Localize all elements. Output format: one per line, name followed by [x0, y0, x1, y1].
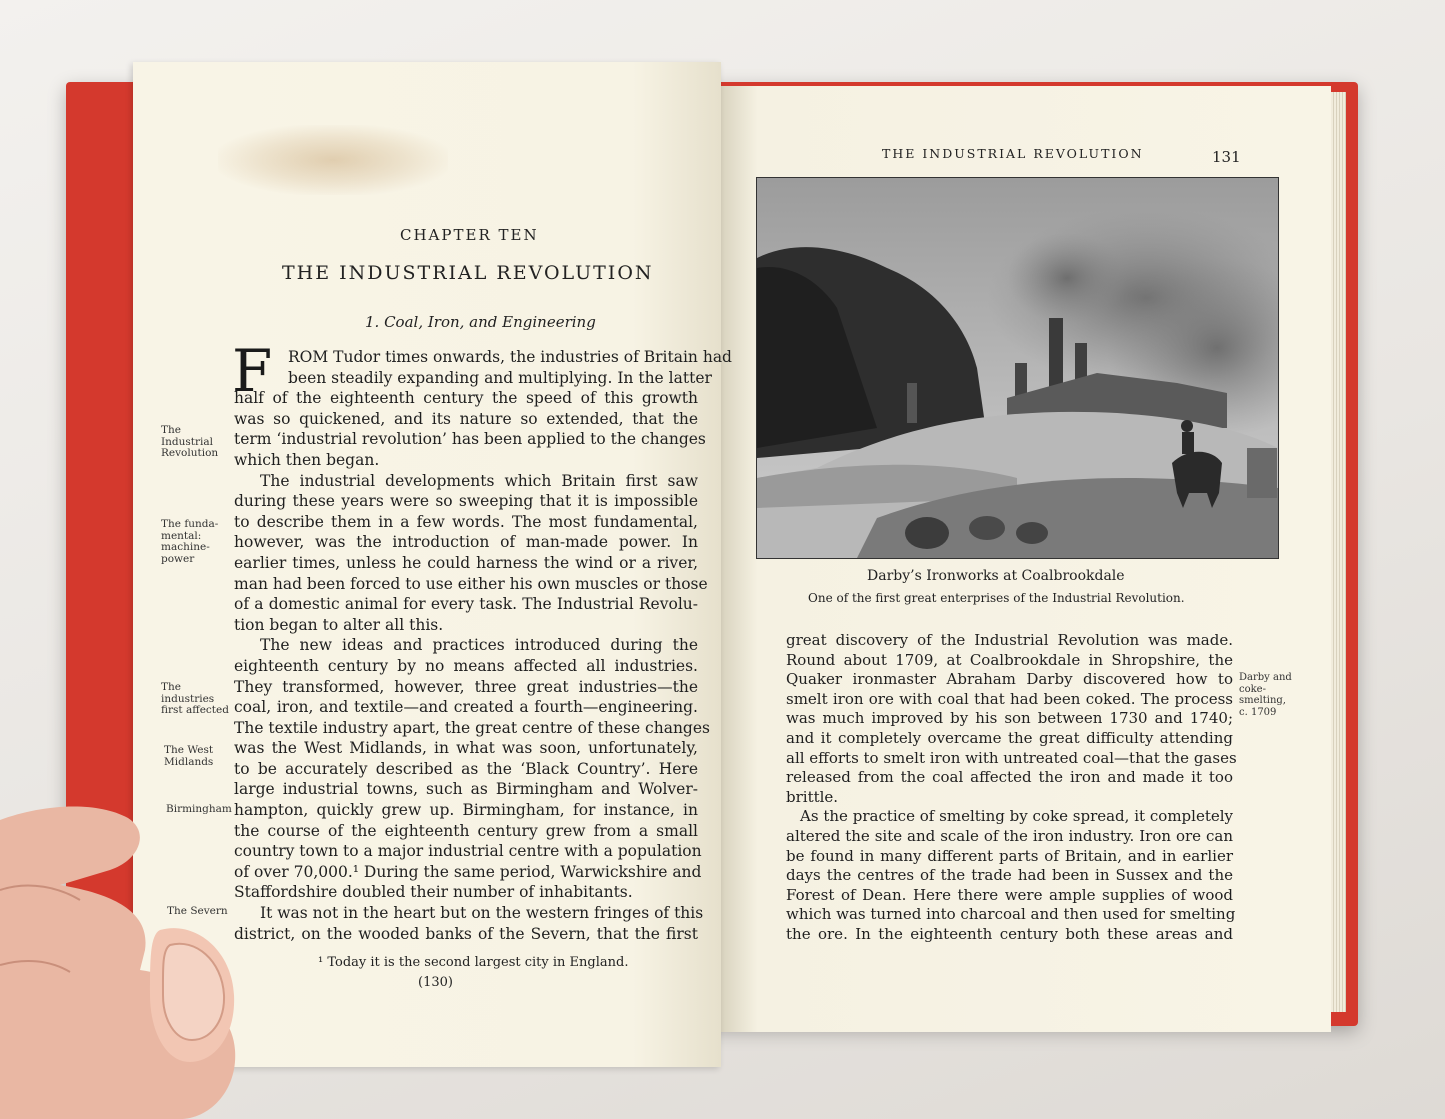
text-line: be found in many different parts of Britain, and in earlier	[786, 846, 1233, 865]
margin-note-west-midlands: The West Midlands	[164, 744, 214, 768]
text-line: man had been forced to use either his own muscles or those	[234, 574, 708, 593]
page-number-right: 131	[1212, 148, 1241, 166]
holding-hand	[0, 800, 250, 1119]
right-body-text	[786, 631, 1237, 945]
text-line: Round about 1709, at Coalbrookdale in Shropshire, the	[786, 650, 1233, 669]
chapter-title: THE INDUSTRIAL REVOLUTION	[282, 262, 654, 284]
text-line: hampton, quickly grew up. Birmingham, for instance, in	[234, 801, 698, 820]
text-line: Staffordshire doubled their number of inhabitants.	[234, 883, 633, 902]
margin-note-industries-affected: The industries first affected	[161, 681, 229, 716]
margin-note-birmingham: Birmingham	[166, 803, 232, 815]
text-line: The industrial developments which Britain first saw	[260, 471, 698, 490]
text-line: It was not in the heart but on the western fringes of this	[260, 904, 704, 923]
caption-subtitle: One of the first great enterprises of the Industrial Revolution.	[808, 591, 1185, 605]
running-head: THE INDUSTRIAL REVOLUTION	[882, 146, 1144, 161]
text-line: was much improved by his son between 1730 and 1740;	[786, 709, 1233, 728]
text-line: As the practice of smelting by coke spread, it completely	[800, 807, 1233, 826]
text-line: smelt iron ore with coal that had been coked. The process	[786, 689, 1233, 708]
margin-note-machine-power: The funda- mental: machine- power	[161, 518, 219, 565]
drop-cap: F	[232, 337, 273, 405]
text-line: altered the site and scale of the iron industry. Iron ore can	[786, 826, 1233, 845]
text-line: The new ideas and practices introduced during the	[260, 636, 698, 655]
footnote: ¹ Today it is the second largest city in England.	[318, 955, 629, 970]
text-line: however, was the introduction of man-made power. In	[234, 533, 698, 552]
text-line: was so quickened, and its nature so extended, that the	[234, 409, 698, 428]
text-line: been steadily expanding and multiplying. In the latter	[288, 368, 712, 387]
text-line: district, on the wooded banks of the Severn, that the first	[234, 924, 698, 943]
left-body-text	[232, 337, 732, 944]
caption-title: Darby’s Ironworks at Coalbrookdale	[867, 568, 1125, 584]
text-line: to be accurately described as the ‘Black Country’. Here	[234, 759, 698, 778]
text-line: to describe them in a few words. The most fundamental,	[234, 512, 698, 531]
text-line: They transformed, however, three great industries—the	[234, 677, 698, 696]
text-line: and it completely overcame the great difficulty attending	[786, 728, 1233, 747]
text-line: was the West Midlands, in what was soon, unfortunately,	[234, 739, 698, 758]
text-line: Quaker ironmaster Abraham Darby discovered how to	[786, 670, 1233, 689]
text-line: ROM Tudor times onwards, the industries of Britain had	[288, 348, 732, 366]
text-line: tion began to alter all this.	[234, 615, 444, 634]
text-line: great discovery of the Industrial Revolution was made.	[786, 631, 1233, 649]
paper-stain	[218, 125, 448, 195]
text-line: large industrial towns, such as Birmingham and Wolver-	[234, 780, 698, 799]
text-line: released from the coal affected the iron and made it too	[786, 768, 1233, 787]
text-line: term ‘industrial revolution’ has been applied to the changes	[234, 430, 706, 449]
text-line: of a domestic animal for every task. The Industrial Revolu-	[234, 595, 698, 614]
text-line: The textile industry apart, the great centre of these changes	[234, 718, 710, 737]
text-line: of over 70,000.¹ During the same period, Warwickshire and	[234, 862, 702, 881]
text-line: all efforts to smelt iron with untreated coal—that the gases	[786, 748, 1237, 767]
text-line: during these years were so sweeping that it is impossible	[234, 492, 698, 511]
text-line: half of the eighteenth century the speed of this growth	[234, 389, 698, 408]
text-line: coal, iron, and textile—and created a fourth—engineering.	[234, 698, 698, 717]
text-line: Forest of Dean. Here there were ample supplies of wood	[786, 885, 1233, 904]
margin-note-severn: The Severn	[167, 905, 228, 917]
text-line: the course of the eighteenth century grew from a small	[234, 821, 698, 840]
section-heading: 1. Coal, Iron, and Engineering	[365, 313, 596, 331]
chapter-label: CHAPTER TEN	[400, 226, 539, 244]
margin-note-industrial-revolution: The Industrial Revolution	[161, 424, 219, 459]
text-line: the ore. In the eighteenth century both these areas and	[786, 924, 1233, 943]
text-line: which was turned into charcoal and then used for smelting	[786, 905, 1236, 924]
text-line: days the centres of the trade had been in Sussex and the	[786, 866, 1233, 885]
text-line: country town to a major industrial centre with a population	[234, 842, 702, 861]
text-line: earlier times, unless he could harness the wind or a river,	[234, 553, 698, 572]
page-number-left: (130)	[418, 975, 453, 990]
margin-note-darby: Darby and coke- smelting, c. 1709	[1239, 672, 1292, 718]
text-line: brittle.	[786, 787, 839, 806]
text-line: eighteenth century by no means affected all industries.	[234, 656, 698, 675]
ironworks-illustration	[756, 177, 1279, 559]
text-line: which then began.	[234, 450, 380, 469]
